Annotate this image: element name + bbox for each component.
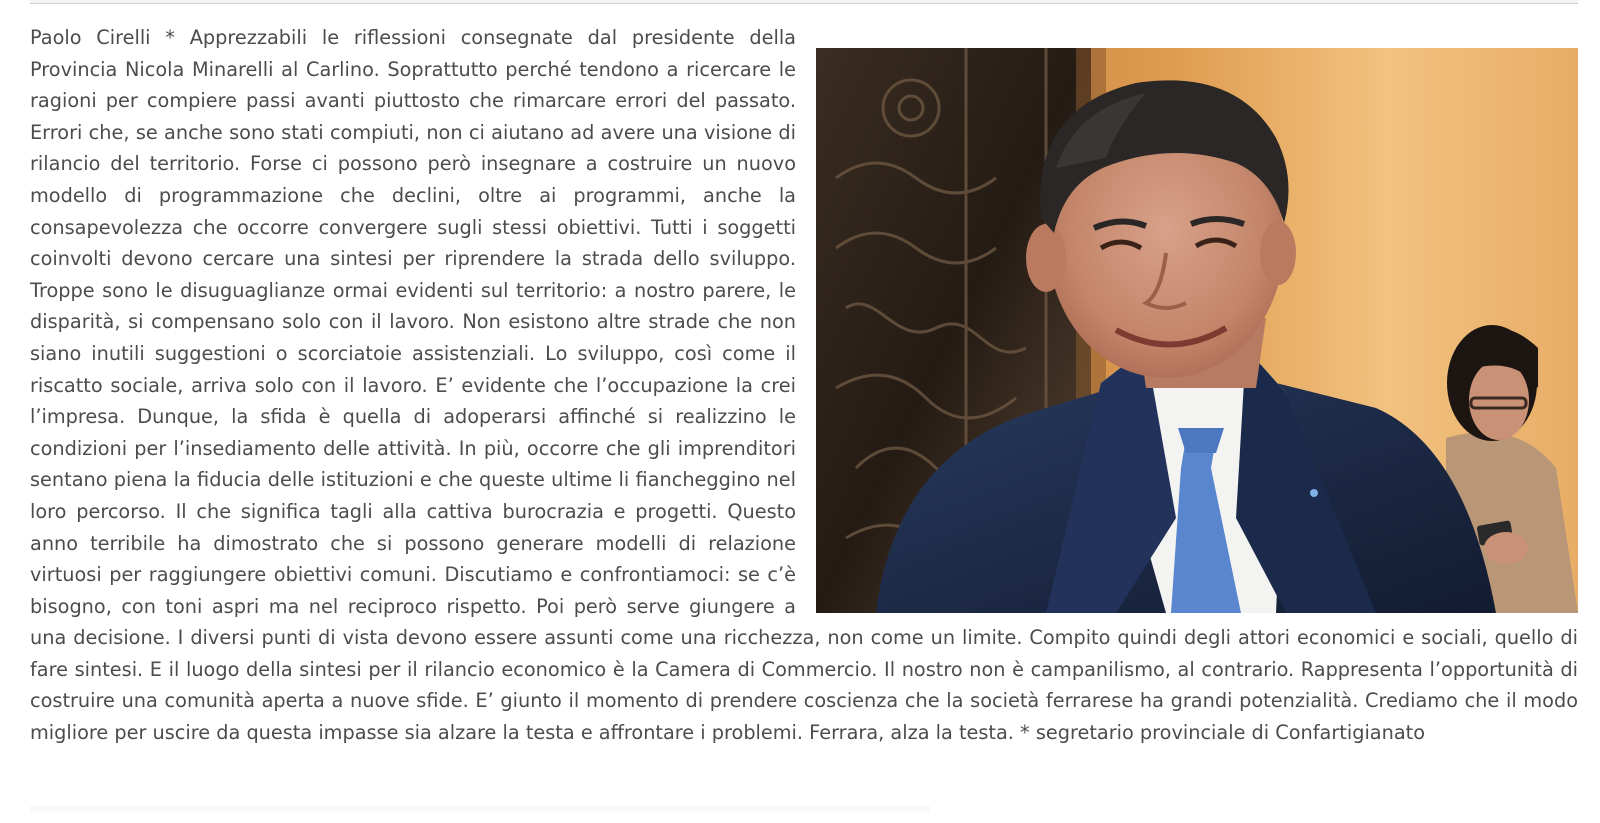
article-body [30,22,1578,749]
article-text: Paolo Cirelli * Apprezzabili le riflessioni consegnate dal presidente della Provincia Nicola Minarelli al Carlino. Soprattutto perché tendono a ricercare le ragioni per compiere passi avanti piuttosto che rimarcare errori del passato. Errori che, se anche sono stati compiuti, non ci aiutano ad avere una visione di rilancio del territorio. Forse ci possono però insegnare a costruire un nuovo modello di programmazione che declini, oltre ai programmi, anche la consapevolezza che occorre convergere sugli stessi obiettivi. Tutti i soggetti coinvolti devono cercare una sintesi per riprendere la strada dello sviluppo. Troppe sono le disuguaglianze ormai evidenti sul territorio: a nostro parere, le disparità, si compensano solo con il lavoro. Non esistono altre strade che non siano inutili suggestioni o scorciatoie assistenziali. Lo sviluppo, così come il riscatto sociale, arriva solo con il lavoro. E’ evidente che l’occupazione la crei l’impresa. Dunque, la sfida è quella di adoperarsi affinché si realizzino le condizioni per l’insediamento delle attività. In più, occorre che gli imprenditori sentano piena la fiducia delle istituzioni e che queste ultime li fiancheggino nel loro percorso. Il che significa tagli alla cattiva burocrazia e progetti. Questo anno terribile ha dimostrato che si possono generare modelli di relazione virtuosi per raggiungere obiettivi comuni. Discutiamo e confrontiamoci: se c’è bisogno, con toni aspri ma nel reciproco rispetto. Poi però serve giungere a una decisione. I diversi punti di vista devono essere assunti come una ricchezza, non come un limite. Compito quindi degli attori economici e sociali, quello di fare sintesi. E il luogo della sintesi per il rilancio economico è la Camera di Commercio. Il nostro non è campanilismo, al contrario. Rappresenta l’opportunità di costruire una comunità aperta a nuove sfide. E’ giunto il momento di prendere coscienza che la società ferrarese ha grandi potenzialità. Crediamo che il modo migliore per uscire da questa impasse sia alzare la testa e affrontare i problemi. Ferrara, alza la testa. * segretario provinciale di Confartigianato [30,26,1578,745]
article-photo [816,48,1578,613]
top-divider [30,0,1578,4]
bottom-divider [30,806,930,814]
